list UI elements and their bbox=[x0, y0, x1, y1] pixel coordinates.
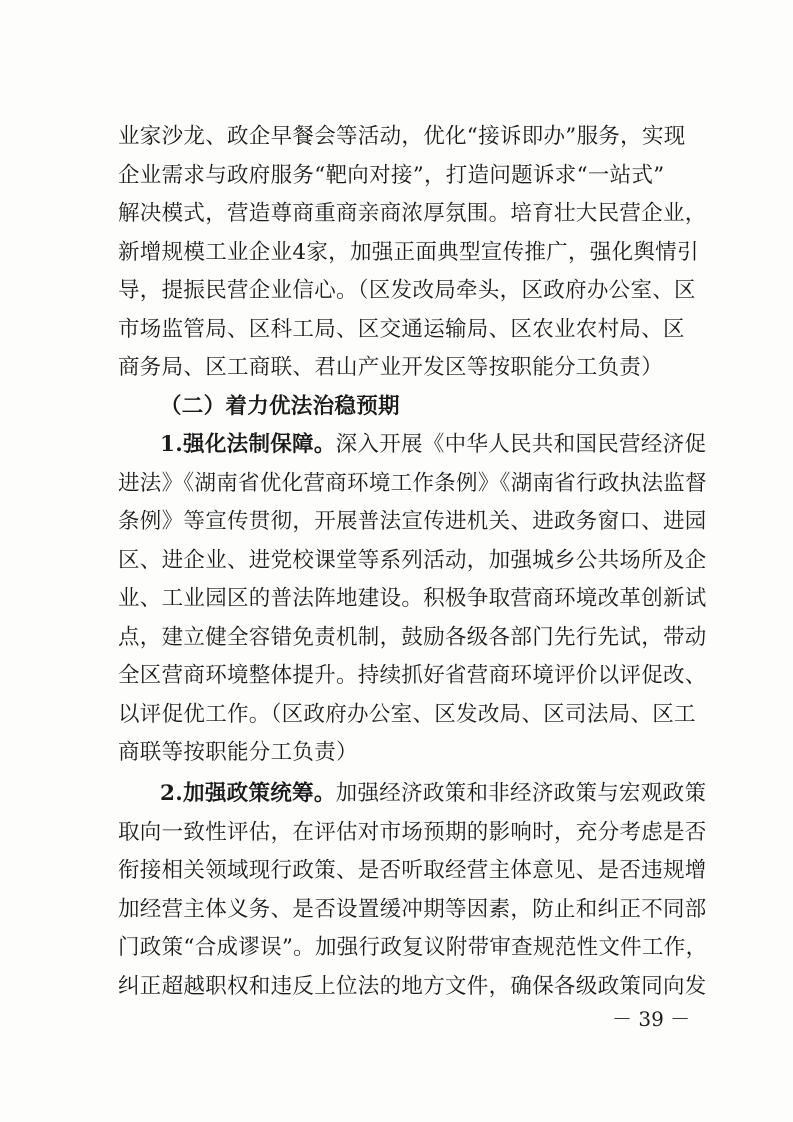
item-1-paragraph bbox=[118, 426, 707, 773]
text-line: 加经营主体义务、是否设置缓冲期等因素，防止和纠正不同部 bbox=[118, 896, 707, 922]
text-line: 业、工业园区的普法阵地建设。积极争取营商环境改革创新试 bbox=[118, 586, 707, 611]
text-line: 取向一致性评估，在评估对市场预期的影响时，充分考虑是否 bbox=[118, 819, 707, 845]
paragraph-continuation bbox=[118, 118, 707, 388]
text-line: 导，提振民营企业信心。（区发改局牵头，区政府办公室、区 bbox=[118, 278, 696, 303]
text-line: 商联等按职能分工负责） bbox=[118, 740, 358, 765]
text-line: 新增规模工业企业4家，加强正面典型宣传推广，强化舆情引 bbox=[118, 239, 699, 265]
section-heading-text: （二）着力优法治稳预期 bbox=[160, 394, 400, 419]
section-heading bbox=[160, 388, 720, 427]
item-2-first-line-text: 加强经济政策和非经济政策与宏观政策 bbox=[335, 781, 707, 806]
text-line: 业家沙龙、政企早餐会等活动，优化“接诉即办”服务，实现 bbox=[118, 124, 686, 149]
text-line: 门政策“合成谬误”。加强行政复议附带审查规范性文件工作， bbox=[118, 935, 708, 960]
item-1-title: 1.强化法制保障。 bbox=[160, 432, 336, 457]
item-2-paragraph bbox=[118, 775, 708, 1006]
text-line: 以评促优工作。（区政府办公室、区发改局、区司法局、区工 bbox=[118, 701, 696, 727]
text-line: 条例》等宣传贯彻，开展普法宣传进机关、进政务窗口、进园 bbox=[118, 509, 707, 534]
item-2-first-line bbox=[118, 775, 707, 814]
page-number: － 39 － bbox=[612, 1007, 691, 1031]
text-line: 市场监管局、区科工局、区交通运输局、区农业农村局、区 bbox=[118, 316, 685, 342]
text-line: 进法》《湖南省优化营商环境工作条例》《湖南省行政执法监督 bbox=[118, 470, 707, 496]
item-2-title: 2.加强政策统筹。 bbox=[160, 781, 336, 806]
item-1-first-line bbox=[118, 426, 707, 465]
text-line: 企业需求与政府服务“靶向对接”，打造问题诉求“一站式” bbox=[118, 162, 665, 188]
text-line: 商务局、区工商联、君山产业开发区等按职能分工负责） bbox=[118, 355, 664, 380]
text-line: 衔接相关领域现行政策、是否听取经营主体意见、是否违规增 bbox=[118, 858, 707, 883]
text-line: 解决模式，营造尊商重商亲商浓厚氛围。培育壮大民营企业， bbox=[118, 201, 707, 226]
text-line: 纠正超越职权和违反上位法的地方文件，确保各级政策同向发 bbox=[118, 973, 707, 999]
text-line: 点，建立健全容错免责机制，鼓励各级各部门先行先试，带动 bbox=[118, 624, 707, 650]
item-1-first-line-text: 深入开展《中华人民共和国民营经济促 bbox=[335, 432, 707, 457]
text-line: 全区营商环境整体提升。持续抓好省营商环境评价以评促改、 bbox=[118, 663, 707, 688]
text-line: 区、进企业、进党校课堂等系列活动，加强城乡公共场所及企 bbox=[118, 547, 707, 573]
